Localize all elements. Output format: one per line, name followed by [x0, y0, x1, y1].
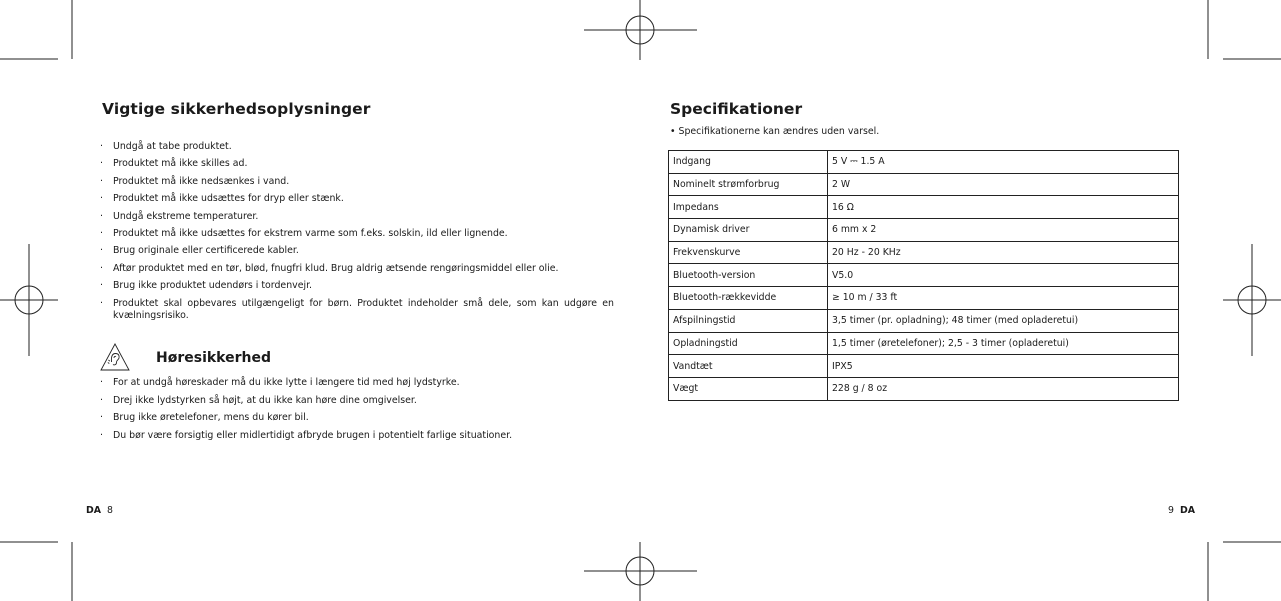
table-row — [669, 241, 1179, 264]
table-row — [669, 219, 1179, 242]
list-item: · For at undgå høreskader må du ikke lytte i længere tid med høj lydstyrke. — [100, 377, 614, 389]
spec-value: 5 V ⎓ 1.5 A — [828, 151, 1179, 174]
spec-label: Impedans — [669, 196, 828, 219]
spec-label: Dynamisk driver — [669, 219, 828, 242]
spec-value: 16 Ω — [828, 196, 1179, 219]
hearing-warning-icon — [98, 341, 132, 375]
page-footer-left — [86, 505, 113, 516]
crop-mark-bottom-left — [0, 542, 72, 601]
registration-mark-top — [584, 0, 697, 60]
table-row — [669, 287, 1179, 310]
spec-value: 6 mm x 2 — [828, 219, 1179, 242]
safety-list — [100, 141, 614, 327]
list-item: · Undgå ekstreme temperaturer. — [100, 211, 614, 223]
spec-label: Indgang — [669, 151, 828, 174]
spec-label: Vandtæt — [669, 355, 828, 378]
registration-mark-bottom — [584, 542, 697, 601]
page-number: 8 — [107, 505, 113, 516]
table-row — [669, 309, 1179, 332]
table-row — [669, 173, 1179, 196]
crop-mark-top-right — [1208, 0, 1281, 59]
table-row — [669, 355, 1179, 378]
spec-value: 20 Hz - 20 KHz — [828, 241, 1179, 264]
specs-note: • Specifikationerne kan ændres uden varsel. — [670, 126, 880, 137]
spec-label: Opladningstid — [669, 332, 828, 355]
list-item: · Produktet må ikke udsættes for ekstrem varme som f.eks. solskin, ild eller lignende. — [100, 228, 614, 240]
safety-title: Vigtige sikkerhedsoplysninger — [102, 100, 371, 118]
list-item: · Drej ikke lydstyrken så højt, at du ikke kan høre dine omgivelser. — [100, 395, 614, 407]
table-row — [669, 151, 1179, 174]
specs-title: Specifikationer — [670, 100, 803, 118]
spec-value: 228 g / 8 oz — [828, 377, 1179, 400]
language-code: DA — [1179, 505, 1195, 516]
list-item: · Produktet må ikke nedsænkes i vand. — [100, 176, 614, 188]
table-row — [669, 332, 1179, 355]
spec-label: Bluetooth-version — [669, 264, 828, 287]
list-item: · Produktet må ikke skilles ad. — [100, 158, 614, 170]
list-item: · Produktet må ikke udsættes for dryp eller stænk. — [100, 193, 614, 205]
specs-table — [668, 150, 1179, 401]
spec-label: Vægt — [669, 377, 828, 400]
hearing-list — [100, 377, 614, 447]
language-code: DA — [86, 505, 102, 516]
list-item: · Aftør produktet med en tør, blød, fnugfri klud. Brug aldrig ætsende rengøringsmiddel eller olie. — [100, 263, 614, 275]
list-item: · Produktet skal opbevares utilgængeligt for børn. Produktet indeholder små dele, som kan udgøre en kvælningsrisiko. — [100, 298, 614, 322]
spec-value: IPX5 — [828, 355, 1179, 378]
list-item: · Brug ikke øretelefoner, mens du kører bil. — [100, 412, 614, 424]
spec-label: Bluetooth-rækkevidde — [669, 287, 828, 310]
page-footer-right — [1168, 505, 1195, 516]
crop-mark-top-left — [0, 0, 72, 59]
registration-mark-right — [1223, 244, 1281, 356]
spec-label: Frekvenskurve — [669, 241, 828, 264]
table-row — [669, 264, 1179, 287]
spec-label: Nominelt strømforbrug — [669, 173, 828, 196]
spec-value: 3,5 timer (pr. opladning); 48 timer (med opladeretui) — [828, 309, 1179, 332]
list-item: · Brug originale eller certificerede kabler. — [100, 245, 614, 257]
table-row — [669, 377, 1179, 400]
hearing-title: Høresikkerhed — [156, 350, 271, 366]
list-item: · Undgå at tabe produktet. — [100, 141, 614, 153]
list-item: · Du bør være forsigtig eller midlertidigt afbryde brugen i potentielt farlige situationer. — [100, 430, 614, 442]
spec-value: ≥ 10 m / 33 ft — [828, 287, 1179, 310]
registration-mark-left — [0, 244, 58, 356]
spec-value: 2 W — [828, 173, 1179, 196]
table-row — [669, 196, 1179, 219]
crop-mark-bottom-right — [1208, 542, 1281, 601]
spec-value: V5.0 — [828, 264, 1179, 287]
page-number: 9 — [1168, 505, 1174, 516]
list-item: · Brug ikke produktet udendørs i tordenvejr. — [100, 280, 614, 292]
spec-label: Afspilningstid — [669, 309, 828, 332]
spec-value: 1,5 timer (øretelefoner); 2,5 - 3 timer (opladeretui) — [828, 332, 1179, 355]
